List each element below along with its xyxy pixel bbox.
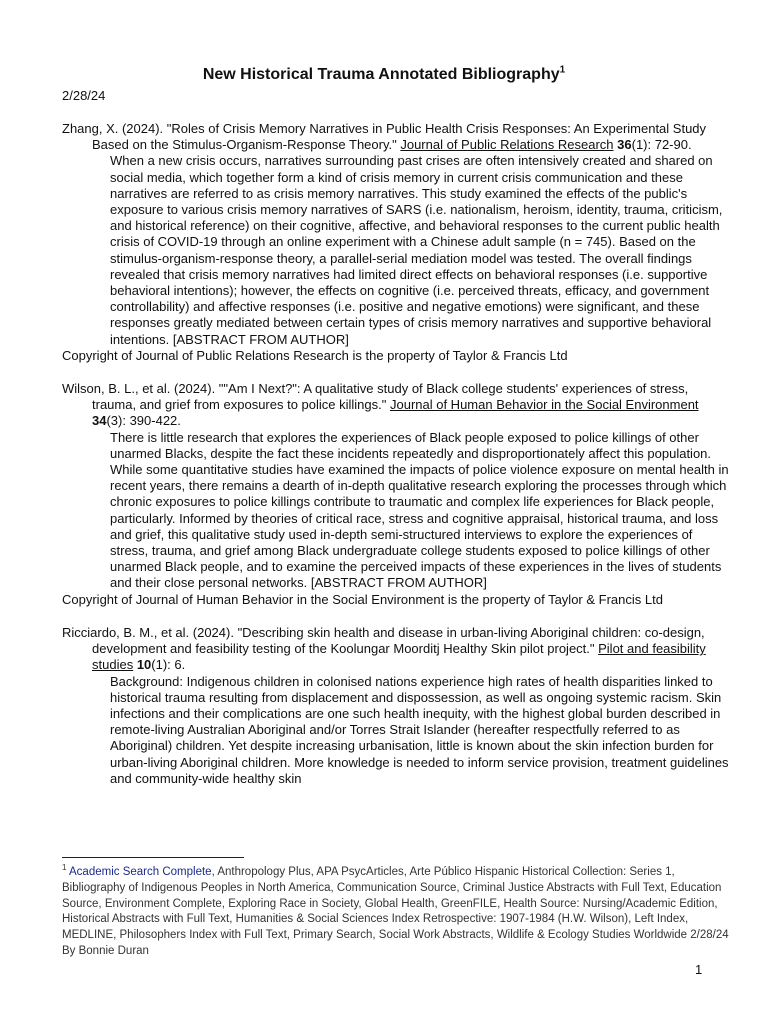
entry-citation — [62, 381, 734, 430]
footnote-database-link[interactable]: Academic Search Complete — [69, 866, 212, 878]
page-number: 1 — [695, 962, 703, 977]
footnote-divider — [62, 857, 244, 858]
document-date: 2/28/24 — [62, 88, 106, 103]
journal-link[interactable]: Journal of Human Behavior in the Social Environment — [389, 397, 699, 413]
citation-text: Wilson, B. L., et al. (2024). ""Am I Next?": A qualitative study of Black college students' experiences of stress, trauma, and grief from exposures to police killings." — [62, 381, 689, 413]
journal-volume: 36 — [617, 137, 632, 153]
title-footnote-mark[interactable]: 1 — [559, 64, 566, 76]
journal-link[interactable]: Journal of Public Relations Research — [400, 137, 614, 153]
entry-citation — [62, 625, 734, 674]
citation-text: Zhang, X. (2024). "Roles of Crisis Memory Narratives in Public Health Crisis Responses: An Experimental Study Based on the Stimulus-Organism-Response Theory." — [62, 121, 707, 153]
journal-volume: 10 — [136, 657, 152, 673]
footnote — [62, 865, 734, 960]
journal-volume: 34 — [92, 413, 107, 429]
journal-issue-pages: (3): 390-422. — [106, 413, 181, 429]
bibliography-entry — [62, 381, 734, 608]
entry-copyright: Copyright of Journal of Public Relations Research is the property of Taylor & Francis Ltd — [62, 347, 568, 363]
entry-abstract: Background: Indigenous children in colonised nations experience high rates of health disparities linked to historical trauma resulting from displacement and dispossession, as well as ongoing systemic racism. Skin infections and their complications are one such health inequity, with the highest global burden described in remote-living Australian Aboriginal and/or Torres Strait Islander (hereafter respectfully referred to as Aboriginal) children. Yet despite increasing urbanisation, little is known about the skin infection burden for urban-living Aboriginal children. More knowledge is needed to inform service provision, treatment guidelines and community-wide healthy skin — [110, 673, 729, 786]
entry-citation — [62, 121, 734, 153]
journal-issue-pages: (1): 72-90. — [631, 137, 692, 153]
bibliography-list — [62, 121, 734, 804]
bibliography-entry — [62, 625, 734, 787]
entry-abstract: When a new crisis occurs, narratives surrounding past crises are often intensively created and shared on social media, which together form a kind of crisis memory in current crisis communication and these narratives are referred to as crisis memory narratives. This study examined the effects of the public's exposure to various crisis memory narratives of SARS (i.e. nationalism, heroism, identity, trauma, criticism, and historical reference) on their cognitive, affective, and behavioral responses to the current public health crisis of COVID-19 through an online experiment with a Chinese adult sample (n = 745). Based on the stimulus-organism-response theory, a parallel-serial mediation model was tested. The overall findings revealed that crisis memory narratives had limited direct effects on behavioral responses (i.e. supportive behavioral intentions); however, the effects on cognitive (i.e. perceived threats, efficacy, and government controllability) and affective responses (i.e. positive and negative emotions) were significant, and these responses greatly mediated between certain types of crisis memory narratives and supportive behavioral intentions. [ABSTRACT FROM AUTHOR] — [110, 153, 723, 347]
citation-text: Ricciardo, B. M., et al. (2024). "Describing skin health and disease in urban-living Aboriginal children: co-design, development and feasibility testing of the Koolungar Moorditj Healthy Skin pilot project." — [62, 624, 705, 657]
journal-link[interactable]: Pilot and feasibility studies — [92, 641, 706, 673]
page-title — [0, 64, 768, 86]
entry-copyright: Copyright of Journal of Human Behavior in the Social Environment is the property of Taylor & Francis Ltd — [62, 591, 663, 607]
footnote-mark: 1 — [62, 863, 67, 873]
bibliography-entry — [62, 121, 734, 364]
journal-issue-pages: (1): 6. — [151, 657, 186, 673]
title-text: New Historical Trauma Annotated Bibliography — [202, 66, 560, 83]
footnote-text: , Anthropology Plus, APA PsycArticles, Arte Público Hispanic Historical Collection: Series 1, Bibliography of Indigenous Peoples in North America, Communication Source, Criminal Justice Abstracts with Full Text, Education Source, Environment Complete, Exploring Race in Society, Global Health, GreenFILE, Health Source: Nursing/Academic Edition, Historical Abstracts with Full Text, Humanities & Social Sciences Index Retrospective: 1907-1984 (H.W. Wilson), Left Index, MEDLINE, Philosophers Index with Full Text, Primary Search, Social Work Abstracts, Wildlife & Ecology Studies Worldwide 2/28/24 By Bonnie Duran — [62, 866, 729, 957]
entry-abstract: There is little research that explores the experiences of Black people exposed to police killings of other unarmed Blacks, despite the fact these incidents repeatedly and disproportionately affect this population. While some quantitative studies have examined the impacts of police violence exposure on mental health in recent years, there remains a dearth of in-depth qualitative research exploring the processes through which chronic exposures to police killings contribute to traumatic and complex life experiences for Black people, particularly. Informed by theories of critical race, stress and cognitive appraisal, historical trauma, and loss and grief, this qualitative study used in-depth semi-structured interviews to explore the experiences of stress, trauma, and grief among Black undergraduate college students exposed to police killings of other unarmed Black people, and to examine the perceived impacts of these experiences in the lives of students and their close personal networks. [ABSTRACT FROM AUTHOR] — [110, 429, 729, 591]
